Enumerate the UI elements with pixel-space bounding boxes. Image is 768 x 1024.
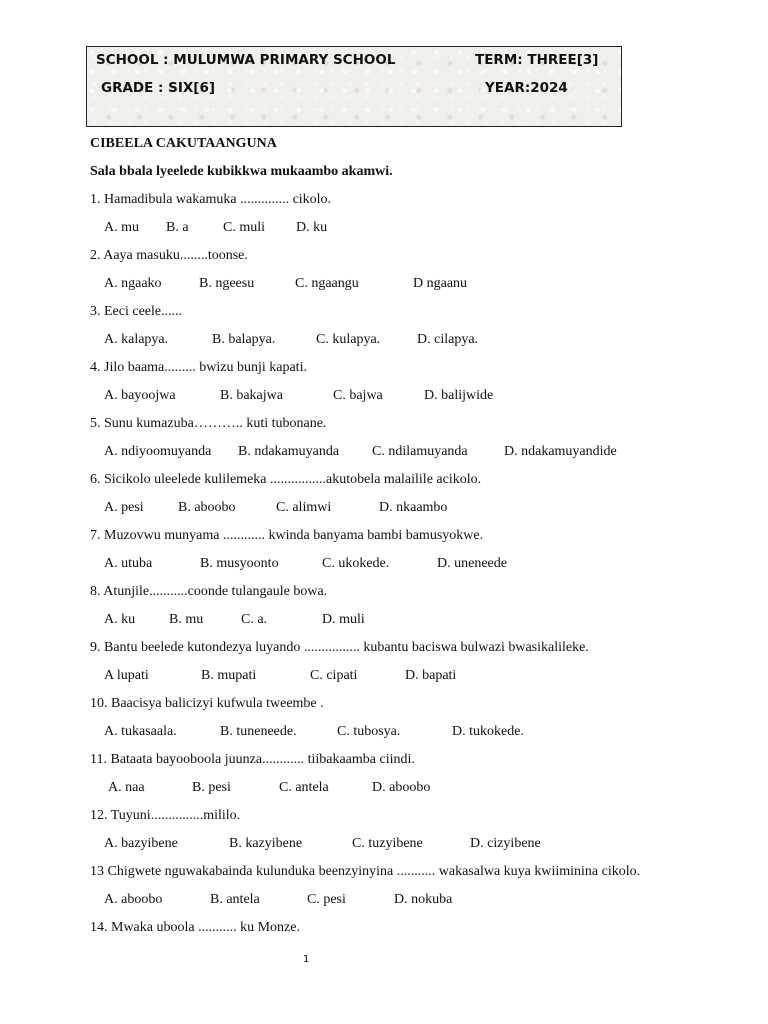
option-8d: D. muli: [322, 612, 365, 627]
option-8a: A. ku: [104, 612, 136, 627]
question-10: 10. Baacisya balicizyi kufwula tweembe .: [90, 696, 324, 711]
option-11d: D. aboobo: [372, 780, 431, 795]
option-7a: A. utuba: [104, 556, 153, 571]
page-number: 1: [303, 954, 310, 965]
option-1d: D. ku: [296, 220, 328, 235]
question-11: 11. Bataata bayooboola juunza............ tiibakaamba ciindi.: [90, 752, 415, 767]
question-12: 12. Tuyuni...............mililo.: [90, 808, 241, 823]
option-2b: B. ngeesu: [199, 276, 255, 291]
question-4: 4. Jilo baama......... bwizu bunji kapati.: [90, 360, 307, 375]
option-3a: A. kalapya.: [104, 332, 169, 347]
option-12c: C. tuzyibene: [352, 836, 423, 851]
option-2c: C. ngaangu: [295, 276, 359, 291]
option-10d: D. tukokede.: [452, 724, 524, 739]
option-5c: C. ndilamuyanda: [372, 444, 468, 459]
option-13a: A. aboobo: [104, 892, 163, 907]
option-9b: B. mupati: [201, 668, 257, 683]
option-8b: B. mu: [169, 612, 204, 627]
option-10c: C. tubosya.: [337, 724, 401, 739]
instruction: Sala bbala lyeelede kubikkwa mukaambo akamwi.: [90, 164, 393, 179]
option-2a: A. ngaako: [104, 276, 162, 291]
option-5d: D. ndakamuyandide: [504, 444, 617, 459]
grade-label: GRADE : SIX[6]: [101, 80, 216, 96]
option-12b: B. kazyibene: [229, 836, 303, 851]
option-2d: D ngaanu: [413, 276, 468, 291]
option-6c: C. alimwi: [276, 500, 332, 515]
option-6b: B. aboobo: [178, 500, 236, 515]
option-9d: D. bapati: [405, 668, 457, 683]
option-3c: C. kulapya.: [316, 332, 381, 347]
option-8c: C. a.: [241, 612, 268, 627]
option-1a: A. mu: [104, 220, 139, 235]
option-4d: D. balijwide: [424, 388, 494, 403]
option-6a: A. pesi: [104, 500, 144, 515]
option-13c: C. pesi: [307, 892, 346, 907]
section-title: CIBEELA CAKUTAANGUNA: [90, 136, 277, 151]
option-7c: C. ukokede.: [322, 556, 390, 571]
option-5a: A. ndiyoomuyanda: [104, 444, 212, 459]
option-5b: B. ndakamuyanda: [238, 444, 340, 459]
option-4c: C. bajwa: [333, 388, 383, 403]
question-5: 5. Sunu kumazuba……….. kuti tubonane.: [90, 416, 327, 431]
option-6d: D. nkaambo: [379, 500, 448, 515]
option-3b: B. balapya.: [212, 332, 276, 347]
option-4a: A. bayoojwa: [104, 388, 176, 403]
question-9: 9. Bantu beelede kutondezya luyando ................ kubantu baciswa bulwazi bwasikalileke.: [90, 640, 589, 655]
question-8: 8. Atunjile...........coonde tulangaule bowa.: [90, 584, 328, 599]
option-11c: C. antela: [279, 780, 329, 795]
question-13: 13 Chigwete nguwakabainda kulunduka beenzyinyina ........... wakasalwa kuya kwiiminina cikolo.: [90, 864, 641, 879]
school-name: SCHOOL : MULUMWA PRIMARY SCHOOL: [96, 52, 396, 68]
option-12d: D. cizyibene: [470, 836, 541, 851]
option-1c: C. muli: [223, 220, 266, 235]
option-7b: B. musyoonto: [200, 556, 279, 571]
question-7: 7. Muzovwu munyama ............ kwinda banyama bambi bamusyokwe.: [90, 528, 484, 543]
option-11b: B. pesi: [192, 780, 231, 795]
option-12a: A. bazyibene: [104, 836, 178, 851]
option-13b: B. antela: [210, 892, 260, 907]
question-14: 14. Mwaka uboola ........... ku Monze.: [90, 920, 300, 935]
option-13d: D. nokuba: [394, 892, 453, 907]
option-3d: D. cilapya.: [417, 332, 479, 347]
option-10a: A. tukasaala.: [104, 724, 177, 739]
option-9a: A lupati: [104, 668, 149, 683]
question-2: 2. Aaya masuku........toonse.: [90, 248, 248, 263]
option-1b: B. a: [166, 220, 189, 235]
question-1: 1. Hamadibula wakamuka .............. cikolo.: [90, 192, 332, 207]
question-6: 6. Sicikolo uleelede kulilemeka ................akutobela malailile acikolo.: [90, 472, 482, 487]
term-label: TERM: THREE[3]: [475, 52, 599, 68]
year-label: YEAR:2024: [485, 80, 568, 96]
option-7d: D. uneneede: [437, 556, 507, 571]
option-11a: A. naa: [108, 780, 145, 795]
header-box: [86, 46, 622, 127]
question-3: 3. Eeci ceele......: [90, 304, 183, 319]
option-4b: B. bakajwa: [220, 388, 283, 403]
option-10b: B. tuneneede.: [220, 724, 297, 739]
option-9c: C. cipati: [310, 668, 358, 683]
